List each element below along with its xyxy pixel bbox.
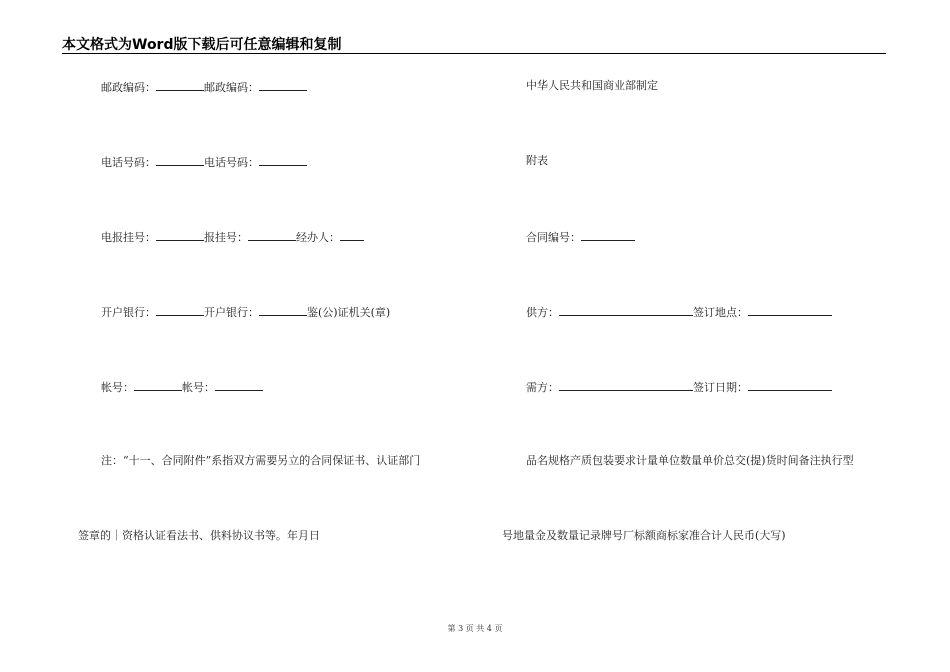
note-text: 注：“十一、合同附件”系指双方需要另立的合同保证书、认证部门 [101, 454, 421, 467]
phone-row [101, 154, 307, 170]
contract-number-blank[interactable] [581, 229, 635, 241]
postal-code-row [101, 79, 307, 95]
account-label: 帐号： [101, 381, 134, 394]
postal-code-label: 邮政编码： [101, 81, 156, 94]
agent-blank[interactable] [340, 229, 364, 241]
ministry-text: 中华人民共和国商业部制定 [526, 79, 658, 92]
appendix-title: 附表 [526, 154, 548, 167]
account-blank[interactable] [215, 379, 263, 391]
postal-code-label: 邮政编码： [204, 81, 259, 94]
table-columns-text-continued: 号地量金及数量记录牌号厂标额商标家准合计人民币(大写) [502, 529, 786, 542]
demander-blank[interactable] [559, 379, 693, 391]
contract-number-row [526, 229, 635, 245]
demander-label: 需方： [526, 381, 559, 394]
account-row [101, 379, 263, 395]
supplier-blank[interactable] [559, 304, 693, 316]
phone-label: 电话号码： [101, 156, 156, 169]
postal-code-blank[interactable] [259, 79, 307, 91]
notary-label: 鉴(公)证机关(章) [307, 306, 391, 319]
account-label: 帐号： [182, 381, 215, 394]
table-columns-text: 品名规格产质包装要求计量单位数量单价总交(提)货时间备注执行型 [526, 454, 854, 467]
postal-code-blank[interactable] [156, 79, 204, 91]
telegram-label: 报挂号： [204, 231, 248, 244]
supplier-row [526, 304, 832, 320]
header-divider [62, 53, 886, 54]
page-number: 第 3 页 共 4 页 [447, 624, 503, 633]
demander-row [526, 379, 832, 395]
bank-row [101, 304, 390, 320]
telegram-blank[interactable] [156, 229, 204, 241]
bank-label: 开户银行： [204, 306, 259, 319]
phone-label: 电话号码： [204, 156, 259, 169]
document-header-title: 本文格式为Word版下载后可任意编辑和复制 [62, 37, 342, 53]
sign-date-label: 签订日期： [693, 381, 748, 394]
sign-place-label: 签订地点： [693, 306, 748, 319]
contract-number-label: 合同编号： [526, 231, 581, 244]
phone-blank[interactable] [156, 154, 204, 166]
telegram-label: 电报挂号： [101, 231, 156, 244]
telegram-blank[interactable] [248, 229, 296, 241]
bank-label: 开户银行： [101, 306, 156, 319]
agent-label: 经办人： [296, 231, 340, 244]
supplier-label: 供方： [526, 306, 559, 319]
signature-text: 签章的｜资格认证看法书、供料协议书等。年月日 [78, 529, 320, 542]
telegram-row [101, 229, 364, 245]
sign-date-blank[interactable] [748, 379, 832, 391]
sign-place-blank[interactable] [748, 304, 832, 316]
bank-blank[interactable] [259, 304, 307, 316]
account-blank[interactable] [134, 379, 182, 391]
bank-blank[interactable] [156, 304, 204, 316]
phone-blank[interactable] [259, 154, 307, 166]
